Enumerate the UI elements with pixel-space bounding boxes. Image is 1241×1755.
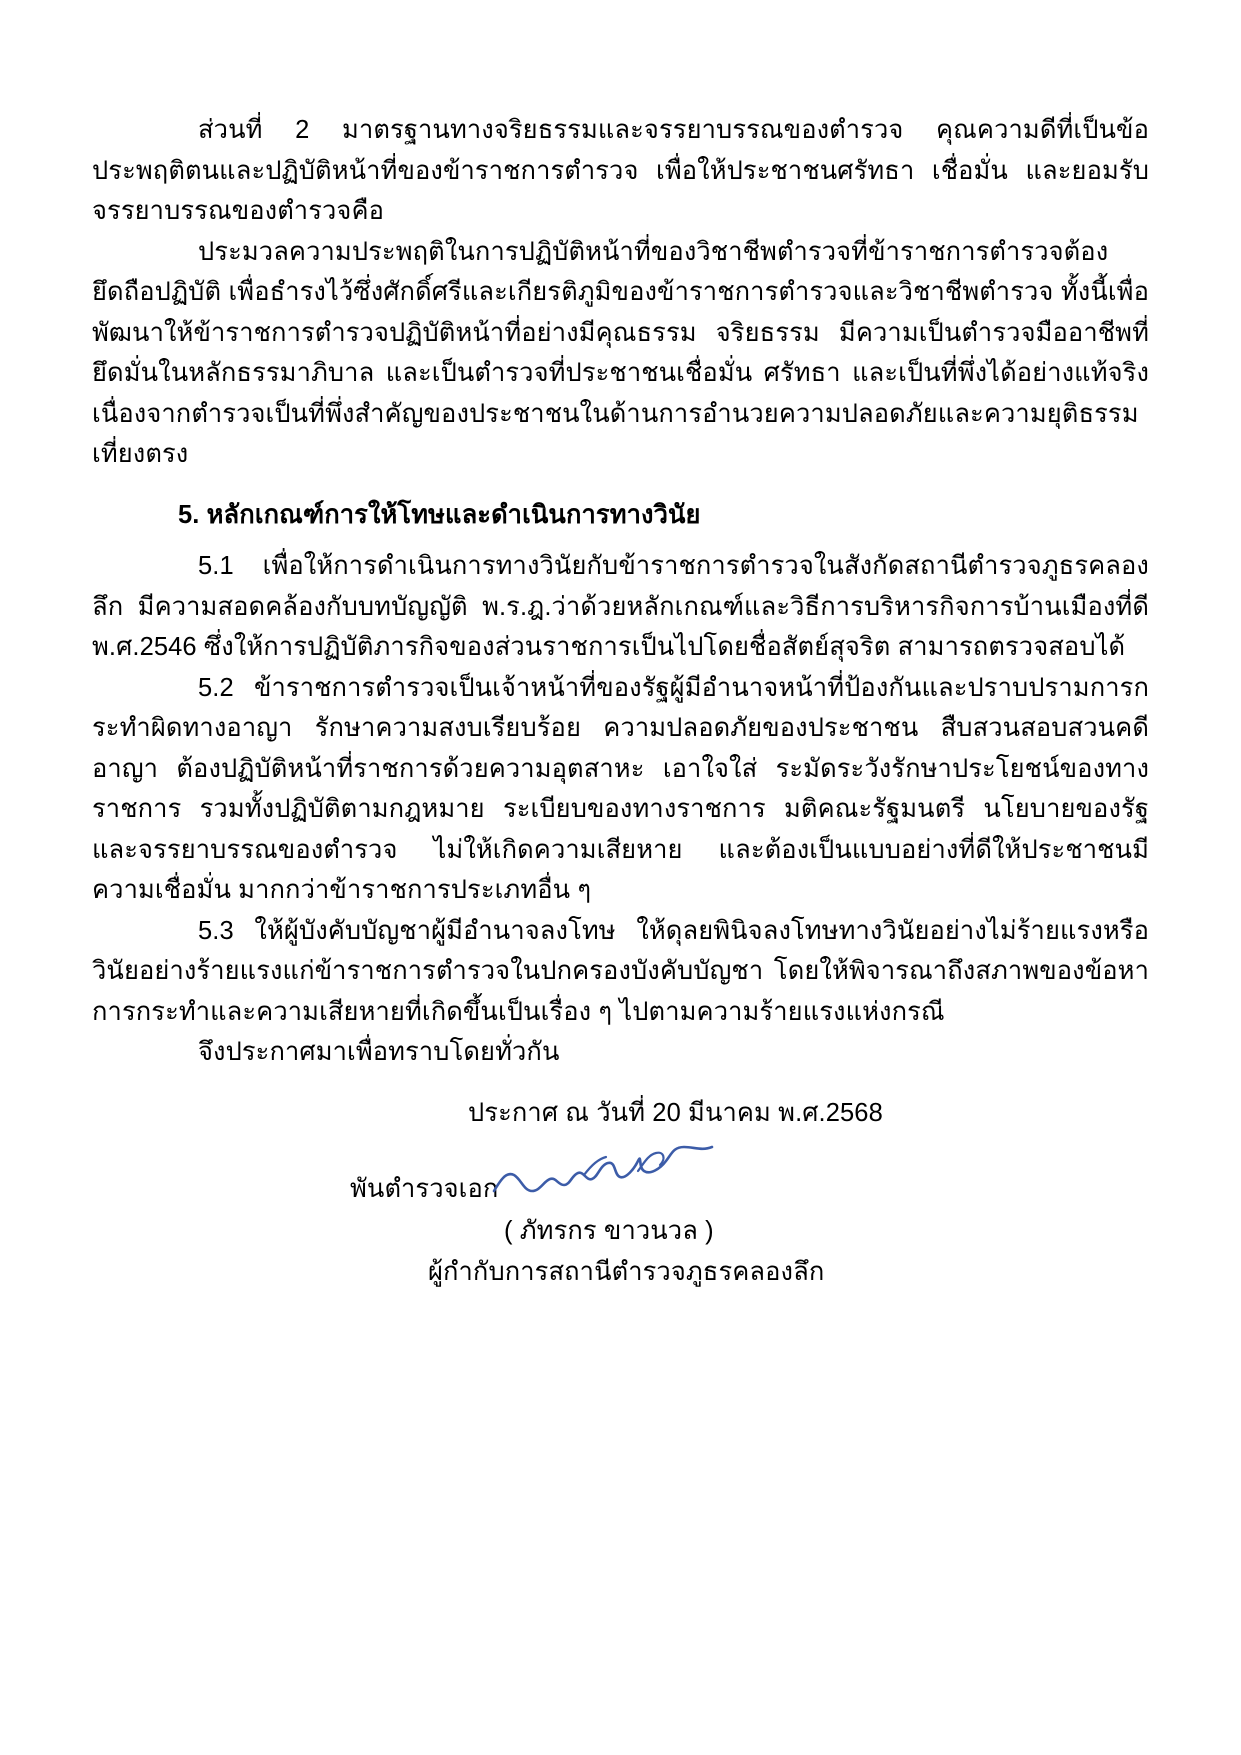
announcement-date: ประกาศ ณ วันที่ 20 มีนาคม พ.ศ.2568 xyxy=(468,1098,883,1127)
clause-5-1: 5.1 เพื่อให้การดำเนินการทางวินัยกับข้าราชการตำรวจในสังกัดสถานีตำรวจภูธรคลองลึก มีความสอดคล้องกับบทบัญญัติ พ.ร.ฎ.ว่าด้วยหลักเกณฑ์และวิธีการบริหารกิจการบ้านเมืองที่ดี พ.ศ.2546 ซึ่งให้การปฏิบัติภารกิจของส่วนราชการเป็นไปโดยชื่อสัตย์สุจริต สามารถตรวจสอบได้ xyxy=(92,552,1149,661)
clause-5-3: 5.3 ให้ผู้บังคับบัญชาผู้มีอำนาจลงโทษ ให้ดุลยพินิจลงโทษทางวินัยอย่างไม่ร้ายแรงหรือวินัยอย่างร้ายแรงแก่ข้าราชการตำรวจในปกครองบังคับบัญชา โดยให้พิจารณาถึงสภาพของข้อหา การกระทำและความเสียหายที่เกิดขึ้นเป็นเรื่อง ๆ ไปตามความร้ายแรงแห่งกรณี xyxy=(92,916,1149,1026)
spacer xyxy=(92,475,1149,495)
signature-rank-row xyxy=(92,1169,1149,1211)
spacer xyxy=(92,535,1149,546)
spacer xyxy=(92,1073,1149,1093)
clause-5-2: 5.2 ข้าราชการตำรวจเป็นเจ้าหน้าที่ของรัฐผู้มีอำนาจหน้าที่ป้องกันและปราบปรามการกระทำผิดทางอาญา รักษาความสงบเรียบร้อย ความปลอดภัยของประชาชน สืบสวนสอบสวนคดีอาญา ต้องปฏิบัติหน้าที่ราชการด้วยความอุตสาหะ เอาใจใส่ ระมัดระวังรักษาประโยชน์ของทางราชการ รวมทั้งปฏิบัติตามกฎหมาย ระเบียบของทางราชการ มติคณะรัฐมนตรี นโยบายของรัฐ และจรรยาบรรณของตำรวจ ไม่ให้เกิดความเสียหาย และต้องเป็นแบบอย่างที่ดีให้ประชาชนมีความเชื่อมั่น มากกว่าข้าราชการประเภทอื่น ๆ xyxy=(92,673,1149,904)
closing-statement: จึงประกาศมาเพื่อทราบโดยทั่วกัน xyxy=(198,1038,560,1066)
section-heading-5: 5. หลักเกณฑ์การให้โทษและดำเนินการทางวินัย xyxy=(178,500,701,529)
document-body xyxy=(92,110,1149,1292)
signature-position: ผู้กำกับการสถานีตำรวจภูธรคลองลึก xyxy=(428,1257,825,1286)
paragraph-ethics-body: ประมวลความประพฤติในการปฏิบัติหน้าที่ของวิชาชีพตำรวจที่ข้าราชการตำรวจต้องยึดถือปฏิบัติ เพื่อธำรงไว้ซึ่งศักดิ์ศรีและเกียรติภูมิของข้าราชการตำรวจและวิชาชีพตำรวจ ทั้งนี้เพื่อพัฒนาให้ข้าราชการตำรวจปฏิบัติหน้าที่อย่างมีคุณธรรม จริยธรรม มีความเป็นตำรวจมืออาชีพที่ยึดมั่นในหลักธรรมาภิบาล และเป็นตำรวจที่ประชาชนเชื่อมั่น ศรัทธา และเป็นที่พึ่งได้อย่างแท้จริง เนื่องจากตำรวจเป็นที่พึ่งสำคัญของประชาชนในด้านการอำนวยความปลอดภัยและความยุติธรรมเที่ยงตรง xyxy=(92,237,1149,468)
paragraph-ethics-intro: ส่วนที่ 2 มาตรฐานทางจริยธรรมและจรรยาบรรณของตำรวจ คุณความดีที่เป็นข้อประพฤติตนและปฏิบัติหน้าที่ของข้าราชการตำรวจ เพื่อให้ประชาชนศรัทธา เชื่อมั่น และยอมรับ จรรยาบรรณของตำรวจคือ xyxy=(92,116,1149,225)
signature-name: ( ภัทรกร ขาวนวล ) xyxy=(504,1217,714,1245)
signature-block xyxy=(92,1169,1149,1292)
signature-rank: พันตำรวจเอก xyxy=(350,1175,499,1203)
handwritten-signature-icon xyxy=(488,1141,718,1203)
